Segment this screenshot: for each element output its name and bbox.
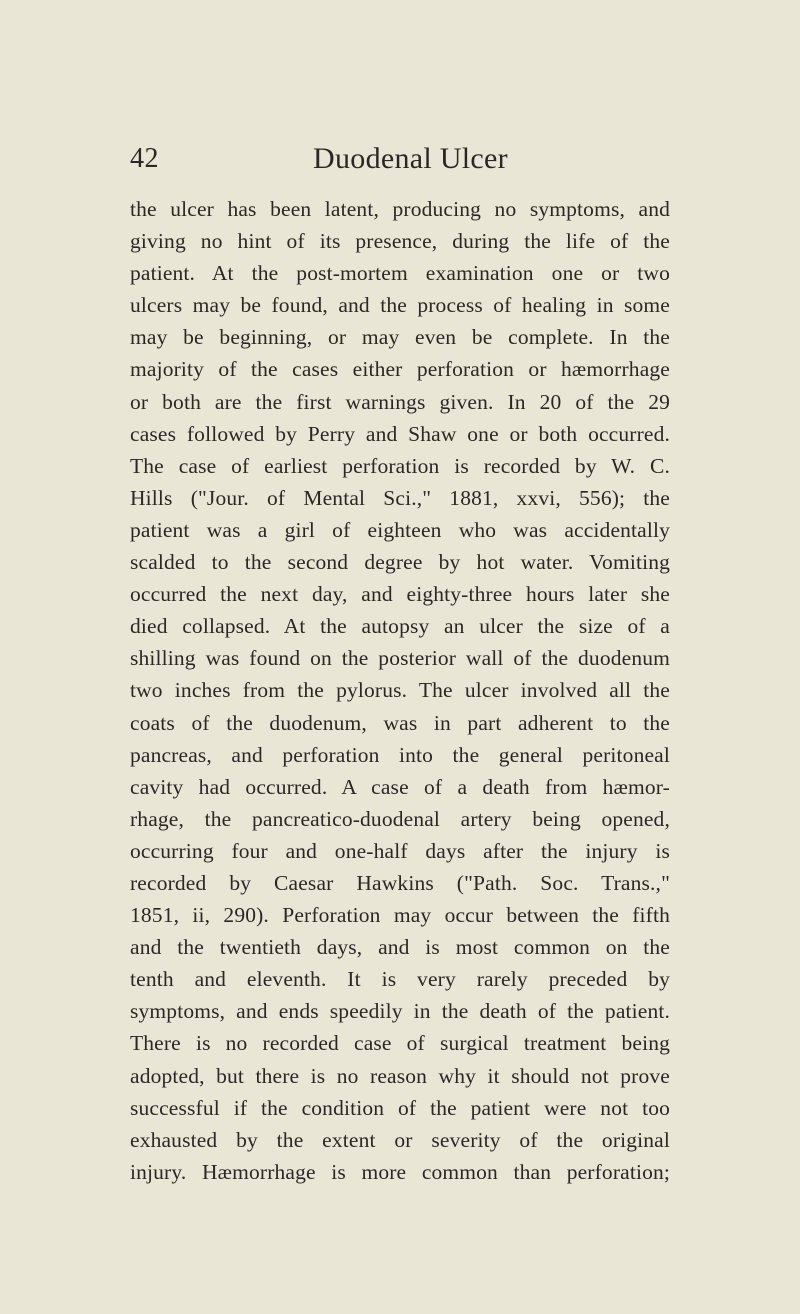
text-line: pancreas, and perforation into the general peritoneal (130, 742, 670, 767)
text-line: successful if the condition of the patient were not too (130, 1095, 670, 1120)
text-line: may be beginning, or may even be complete. In the (130, 325, 670, 350)
text-line: died collapsed. At the autopsy an ulcer the size of a (130, 614, 670, 639)
running-title: Duodenal Ulcer (313, 142, 508, 175)
text-line: The case of earliest perforation is recorded by W. C. (130, 453, 670, 478)
body-text (130, 193, 670, 1188)
text-line: shilling was found on the posterior wall of the duodenum (130, 646, 670, 671)
text-line: symptoms, and ends speedily in the death of the patient. (130, 999, 670, 1024)
page-header (130, 142, 670, 182)
text-line: scalded to the second degree by hot water. Vomiting (130, 550, 670, 575)
text-line: or both are the first warnings given. In 20 of the 29 (130, 389, 670, 414)
text-line: tenth and eleventh. It is very rarely preceded by (130, 967, 670, 992)
text-line: There is no recorded case of surgical treatment being (130, 1031, 670, 1056)
page-number: 42 (130, 143, 159, 174)
text-line: occurred the next day, and eighty-three hours later she (130, 582, 670, 607)
text-line: majority of the cases either perforation or hæmorrhage (130, 357, 670, 382)
text-line: giving no hint of its presence, during the life of the (130, 229, 670, 254)
text-line: coats of the duodenum, was in part adherent to the (130, 710, 670, 735)
text-line: occurring four and one-half days after the injury is (130, 838, 670, 863)
text-line: cavity had occurred. A case of a death from hæmor- (130, 774, 670, 799)
text-line: two inches from the pylorus. The ulcer involved all the (130, 678, 670, 703)
text-line: cases followed by Perry and Shaw one or both occurred. (130, 421, 670, 446)
text-line: exhausted by the extent or severity of the original (130, 1127, 670, 1152)
text-line: rhage, the pancreatico-duodenal artery being opened, (130, 806, 670, 831)
text-line: patient was a girl of eighteen who was accidentally (130, 517, 670, 542)
text-line: adopted, but there is no reason why it should not prove (130, 1063, 670, 1088)
text-line: injury. Hæmorrhage is more common than perforation; (130, 1159, 670, 1184)
text-line: patient. At the post-mortem examination one or two (130, 261, 670, 286)
text-line: and the twentieth days, and is most common on the (130, 935, 670, 960)
text-line: 1851, ii, 290). Perforation may occur between the fifth (130, 903, 670, 928)
text-line: Hills ("Jour. of Mental Sci.," 1881, xxvi, 556); the (130, 485, 670, 510)
text-line: the ulcer has been latent, producing no symptoms, and (130, 197, 670, 221)
text-line: recorded by Caesar Hawkins ("Path. Soc. Trans.," (130, 870, 670, 895)
text-line: ulcers may be found, and the process of healing in some (130, 293, 670, 318)
